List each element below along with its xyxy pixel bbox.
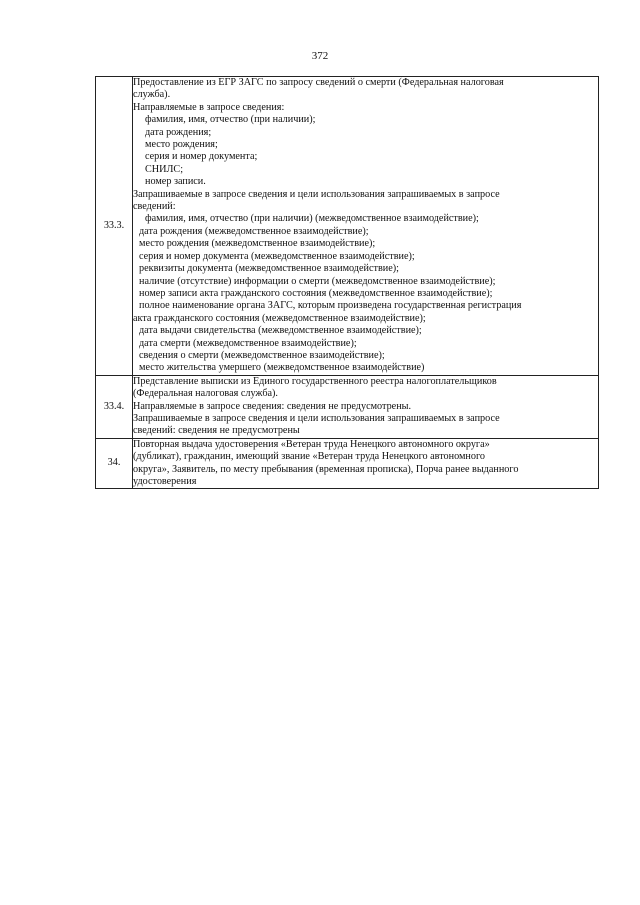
row-content — [133, 375, 599, 438]
row-content — [133, 77, 599, 376]
text-line: наличие (отсутствие) информации о смерти (межведомственное взаимодействие); — [139, 275, 496, 287]
text-line: реквизиты документа (межведомственное взаимодействие); — [139, 263, 399, 275]
text-line: СНИЛС; — [145, 163, 184, 175]
text-line: Запрашиваемые в запросе сведения и цели использования запрашиваемых в запросе — [133, 188, 500, 200]
text-line: округа», Заявитель, по месту пребывания (временная прописка), Порча ранее выданного — [133, 463, 519, 475]
text-line: серия и номер документа; — [145, 151, 258, 163]
text-line: полное наименование органа ЗАГС, которым произведена государственная регистрация — [139, 300, 522, 312]
text-line: сведений: — [133, 201, 176, 213]
table-row — [96, 438, 599, 489]
text-line: фамилия, имя, отчество (при наличии) (межведомственное взаимодействие); — [145, 213, 479, 225]
table-row — [96, 375, 599, 438]
text-line: Направляемые в запросе сведения: — [133, 101, 285, 113]
text-line: Представление выписки из Единого государственного реестра налогоплательщиков — [133, 375, 497, 387]
text-line: место рождения (межведомственное взаимодействие); — [139, 238, 376, 250]
text-line: служба). — [133, 89, 171, 101]
text-line: Предоставление из ЕГР ЗАГС по запросу сведений о смерти (Федеральная налоговая — [133, 77, 504, 88]
text-line: дата рождения (межведомственное взаимодействие); — [139, 225, 369, 237]
row-number: 33.3. — [96, 77, 133, 376]
page-number: 372 — [311, 50, 329, 62]
text-line: (дубликат), гражданин, имеющий звание «Ветеран труда Ненецкого автономного — [133, 451, 485, 463]
text-line: Запрашиваемые в запросе сведения и цели использования запрашиваемых в запросе — [133, 412, 500, 424]
row-number: 33.4. — [96, 375, 133, 438]
text-line: Повторная выдача удостоверения «Ветеран труда Ненецкого автономного округа» — [133, 438, 490, 450]
text-line: сведений: сведения не предусмотрены — [133, 425, 300, 437]
text-line: Направляемые в запросе сведения: сведения не предусмотрены. — [133, 400, 412, 412]
text-line: дата рождения; — [145, 126, 212, 138]
text-line: акта гражданского состояния (межведомственное взаимодействие); — [133, 312, 426, 324]
row-number: 34. — [96, 438, 133, 489]
text-line: фамилия, имя, отчество (при наличии); — [145, 114, 316, 126]
text-line: место жительства умершего (межведомственное взаимодействие) — [139, 362, 425, 374]
text-line: дата смерти (межведомственное взаимодействие); — [139, 337, 357, 349]
text-line: серия и номер документа (межведомственное взаимодействие); — [139, 250, 415, 262]
row-content — [133, 438, 599, 489]
text-line: (Федеральная налоговая служба). — [133, 388, 278, 400]
text-line: сведения о смерти (межведомственное взаимодействие); — [139, 349, 385, 361]
services-table — [95, 76, 599, 489]
text-line: номер записи. — [145, 176, 206, 188]
text-line: место рождения; — [145, 139, 218, 151]
text-line: удостоверения — [133, 476, 197, 487]
text-line: дата выдачи свидетельства (межведомственное взаимодействие); — [139, 325, 422, 337]
table-row — [96, 77, 599, 376]
text-line: номер записи акта гражданского состояния (межведомственное взаимодействие); — [139, 287, 493, 299]
